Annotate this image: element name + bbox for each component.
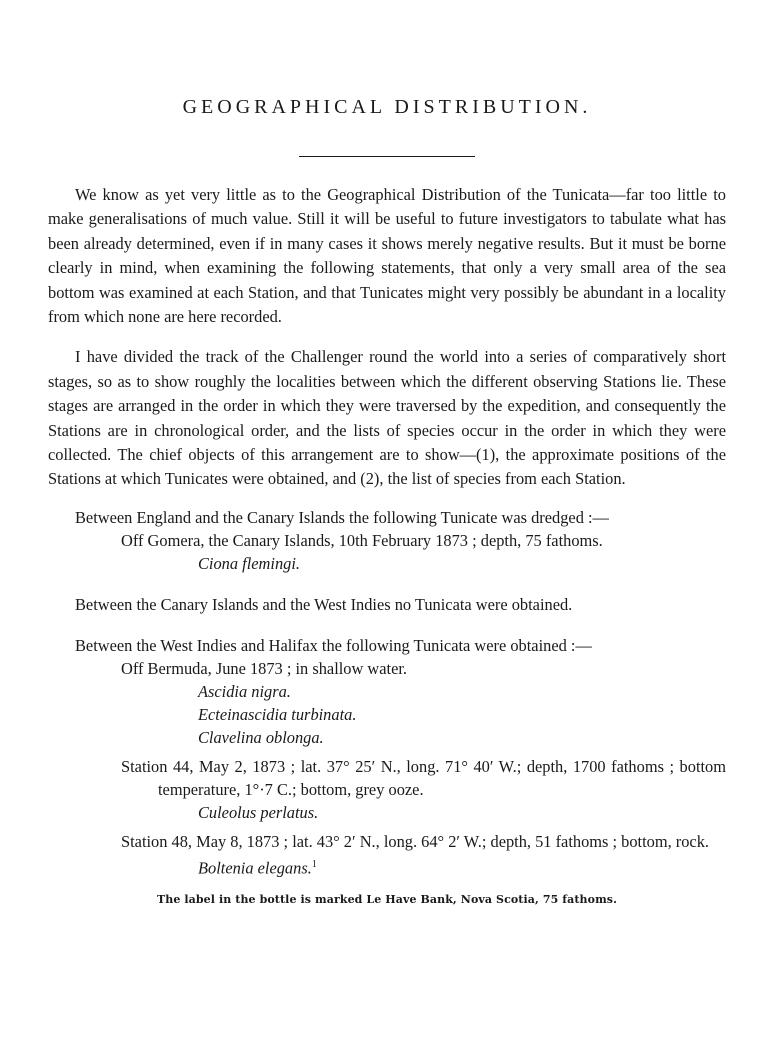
section-canary-westindies <box>48 593 726 616</box>
location-gomera: Off Gomera, the Canary Islands, 10th February 1873 ; depth, 75 fathoms. <box>121 530 603 550</box>
location-bermuda: Off Bermuda, June 1873 ; in shallow water. <box>121 658 408 678</box>
section-heading: Between the West Indies and Halifax the following Tunicata were obtained :— <box>75 635 592 655</box>
intro-paragraph: We know as yet very little as to the Geographical Distribution of the Tunicata—far too little to make generalisations of much value. Still it will be useful to future investigators to tabulate what has been already determined, even if in many cases it shows merely negative results. But it must be borne clearly in mind, when examining the following statements, that only a very small area of the sea bottom was examined at each Station, and that Tunicates might very possibly be abundant in a locality from which none are here recorded. <box>48 185 726 327</box>
page <box>48 96 726 906</box>
species-ciona-flemingi: Ciona flemingi. <box>198 553 300 573</box>
location-station-44: Station 44, May 2, 1873 ; lat. 37° 25′ N., long. 71° 40′ W.; depth, 1700 fathoms ; bottom temperature, 1°·7 C.; bottom, grey ooze. <box>121 756 726 799</box>
species-clavelina-oblonga: Clavelina oblonga. <box>198 727 324 747</box>
method-paragraph: I have divided the track of the Challenger round the world into a series of comparatively short stages, so as to show roughly the localities between which the different observing Stations lie. These stages are arranged in the order in which they were traversed by the expedition, and consequently the Stations are in chronological order, and the lists of species occur in the order in which they were collected. The chief objects of this arrangement are to show—(1), the approximate positions of the Stations at which Tunicates were obtained, and (2), the list of species from each Station. <box>48 347 726 489</box>
species-ecteinascidia-turbinata: Ecteinascidia turbinata. <box>198 704 357 724</box>
footnote: The label in the bottle is marked Le Have Bank, Nova Scotia, 75 fathoms. <box>156 893 618 907</box>
species-culeolus-perlatus: Culeolus perlatus. <box>198 802 319 822</box>
page-title: GEOGRAPHICAL DISTRIBUTION. <box>182 96 592 118</box>
footnote-marker: 1 <box>311 858 317 870</box>
species-name: Boltenia elegans. <box>198 858 312 878</box>
species-boltenia-elegans <box>48 853 726 879</box>
location-station-48: Station 48, May 8, 1873 ; lat. 43° 2′ N., long. 64° 2′ W.; depth, 51 fathoms ; bottom, rock. <box>121 831 710 851</box>
species-ascidia-nigra: Ascidia nigra. <box>198 681 291 701</box>
section-heading: Between England and the Canary Islands the following Tunicate was dredged :— <box>75 507 609 527</box>
section-heading: Between the Canary Islands and the West Indies no Tunicata were obtained. <box>75 594 573 614</box>
section-england-canary <box>48 506 726 575</box>
title-rule <box>299 156 475 157</box>
section-westindies-halifax <box>48 634 726 879</box>
